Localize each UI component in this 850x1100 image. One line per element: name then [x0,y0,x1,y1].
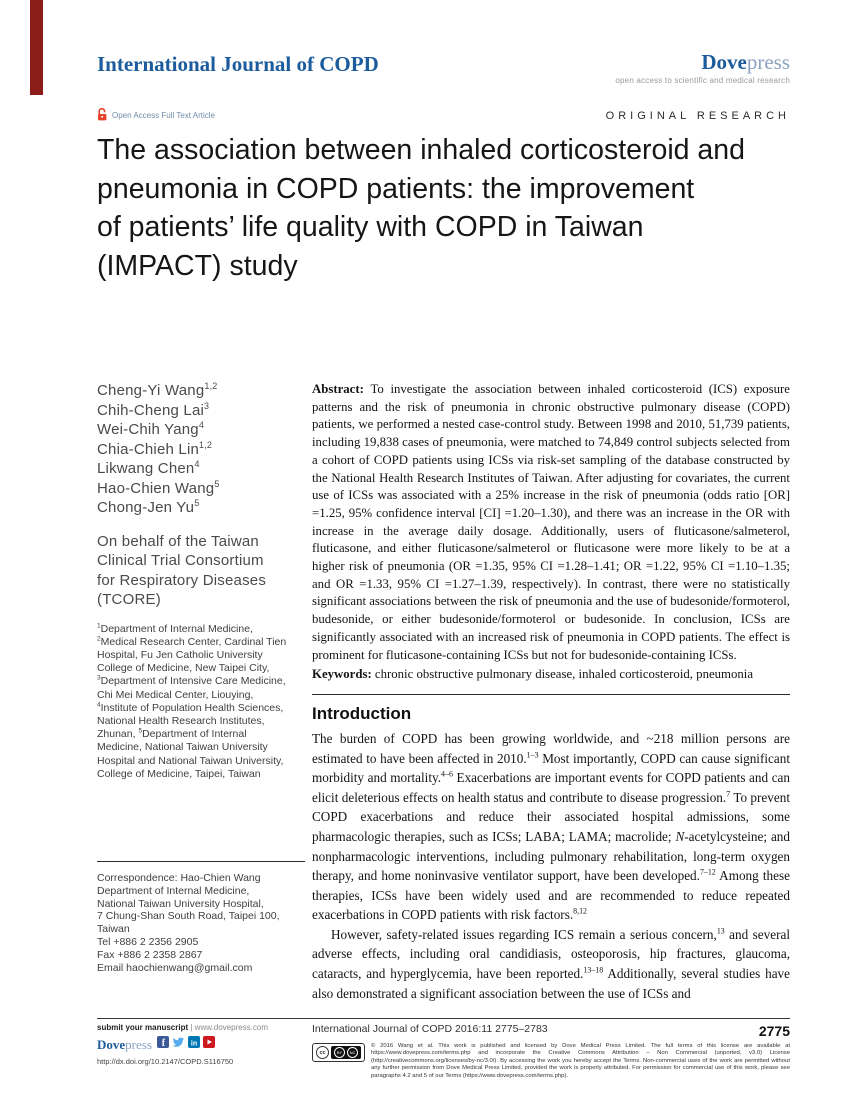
cc-by-nc-icons [331,1046,361,1059]
title-line-2: pneumonia in COPD patients: the improvement [97,172,695,205]
introduction-paragraph-1: The burden of COPD has been growing worldwide, and ~218 million persons are estimated to have been affected in 2010.$^{1-3}$ Most importantly, COPD can cause significant morbidity and mortality.$^{4-6}$ Exacerbations are important events for COPD patients and can elicit deleterious effects on health status and contribute to disease progression.$^7$ To prevent COPD exacerbations and reduce their associated hospital admissions, some pharmacologic therapies, such as ICSs; LABA; LAMA; macrolide; N-acetylcysteine; and nonpharmacologic interventions, including pulmonary rehabilitation, long-term oxygen therapy, and home noninvasive ventilator support, have been developed.$^{7-12}$ Among these therapies, ICSs have been widely used and are recommended to reduce repeated exacerbations in COPD patients with risk factors.$^{8,12}$ [312,730,790,923]
page-footer [97,1018,790,1080]
author-name: Wei-Chih Yang$^4$ [97,420,205,438]
spine-color-bar [30,0,43,95]
content-columns [97,381,790,1003]
cc-by-icon: BY [334,1047,345,1058]
cc-nc-icon: NC [347,1047,358,1058]
abstract-paragraph: Abstract: To investigate the association between inhaled corticosteroid (ICS) exposure patterns and the risk of pneumonia in chronic obstructive pulmonary disease (COPD) patients, we performed a nested case-control study. Between 1998 and 2010, 51,739 patients, including 19,838 cases of pneumonia, were matched to 74,849 control subjects selected from a cohort of COPD patients using ICSs via risk-set sampling of the database constructed by the National Health Research Institutes of Taiwan. After adjusting for covariates, the current use of ICSs was associated with a 25% increase in the risk of pneumonia (odds ratio [OR] =1.25, 95% confidence interval [CI] =1.20–1.30), and there was an increase in the OR with increase in the average daily dosage. Additionally, users of fluticasone/salmeterol, fluticasone, and either fluticasone/salmeterol or fluticasone were more likely to be at a higher risk of pneumonia (OR =1.35, 95% CI =1.28–1.41; OR =1.22, 95% CI =1.10–1.35; and OR =1.33, 95% CI =1.27–1.39, respectively). In contrast, there were no statistically significant associations between the risk of pneumonia and the use of budesonide/formoterol, budesonide, or either budesonide/formoterol or budesonide. In conclusion, ICSs are significantly associated with an increased risk of pneumonia in COPD patients. The effect is prominent for fluticasone-containing ICSs but not for budesonide-containing ICSs. [312,382,790,662]
masthead [97,52,790,85]
dovepress-url-link[interactable]: www.dovepress.com [194,1023,269,1032]
author-list [97,381,300,518]
correspondence-line: 7 Chung-Shan South Road, Taipei 100, [97,910,280,923]
article-meta-row [97,108,790,123]
youtube-icon[interactable] [203,1035,215,1053]
introduction-paragraph-2: However, safety-related issues regarding ICS remain a serious concern,$^{13}$ and several adverse effects, including oral candidiasis, osteoporosis, hip fractures, glaucoma, cataracts, and hyperglycemia, have been reported.$^{13-18}$ Additionally, several studies have also demonstrated a significant association between the use of ICSs and [312,926,790,1001]
facebook-icon[interactable] [157,1035,169,1053]
social-icons [157,1035,215,1053]
dovepress-logo[interactable]: Dovepress [701,50,790,74]
title-line-1: The association between inhaled corticosteroid and [97,134,745,166]
author-name: Chih-Cheng Lai$^3$ [97,400,210,419]
license-row [312,1043,790,1080]
page-number: 2775 [758,1023,790,1039]
submit-label: submit your manuscript [97,1023,189,1032]
open-access-link[interactable] [97,108,215,123]
correspondence-tel: Tel +886 2 2356 2905 [97,935,199,948]
open-access-label: Open Access Full Text Article [112,111,216,120]
keywords-line: Keywords: chronic obstructive pulmonary disease, inhaled corticosteroid, pneumonia [312,667,754,682]
section-divider [312,694,790,695]
open-access-lock-icon [97,108,108,123]
correspondence-email[interactable]: Email haochienwang@gmail.com [97,961,253,974]
doi-link[interactable]: http://dx.doi.org/10.2147/COPD.S116750 [97,1057,234,1066]
dovepress-logo-small[interactable]: Dovepress [97,1036,152,1052]
article-title [97,131,745,285]
svg-text:f: f [161,1038,165,1048]
author-name: Chia-Chieh Lin$^{1,2}$ [97,439,213,458]
author-name: Chong-Jen Yu$^5$ [97,498,200,516]
footer-left-block [97,1023,300,1080]
title-line-4: (IMPACT) study [97,249,298,282]
submit-manuscript-line [97,1023,300,1032]
correspondence-block [97,872,300,974]
creative-commons-badge[interactable] [312,1043,365,1062]
linkedin-icon[interactable] [188,1035,200,1053]
footer-logo-row [97,1035,300,1053]
separator: | [190,1023,193,1032]
journal-name: International Journal of COPD [97,52,379,76]
license-text: © 2016 Wang et al. This work is published and licensed by Dove Medical Press Limited. The full terms of this license are available at https://www.dovepress.com/terms.php and incorporate the Creative Commons Attribution – Non Commercial (unported, v3.0) License (http://creativecommons.org/licenses/by-nc/3.0/). By accessing the work you hereby accept the Terms. Non-commercial uses of the work are permitted without any further permission from Dove Medical Press Limited, provided the work is properly attributed. For permission for commercial use of this work, please see paragraphs 4.2 and 5 of our Terms (https://www.dovepress.com/terms.php). [371,1043,790,1079]
introduction-heading: Introduction [312,703,412,723]
article-body [312,381,790,1003]
consortium-statement: On behalf of the Taiwan Clinical Trial Consortium for Respiratory Diseases (TCORE) [97,532,267,608]
cc-icon: cc [316,1046,329,1059]
correspondence-divider [97,861,305,862]
author-sidebar [97,381,300,1003]
correspondence-line: Taiwan [97,923,130,936]
correspondence-line: Correspondence: Hao-Chien Wang [97,871,261,884]
correspondence-line: Department of Internal Medicine, [97,884,250,897]
correspondence-line: National Taiwan University Hospital, [97,897,264,910]
citation-row [312,1023,790,1039]
article-type-label: ORIGINAL RESEARCH [605,109,790,122]
author-name: Likwang Chen$^4$ [97,459,200,477]
author-name: Cheng-Yi Wang$^{1,2}$ [97,381,218,399]
svg-text:in: in [190,1040,198,1048]
journal-citation: International Journal of COPD 2016:11 2775–2783 [312,1023,548,1035]
author-name: Hao-Chien Wang$^5$ [97,478,220,497]
publisher-tagline: open access to scientific and medical research [615,76,790,85]
publisher-block [615,52,790,85]
correspondence-fax: Fax +886 2 2358 2867 [97,948,203,961]
twitter-icon[interactable] [172,1035,185,1053]
footer-right-block [312,1023,790,1080]
affiliations: $^1$Department of Internal Medicine, $^2$Medical Research Center, Cardinal Tien Hospital, Fu Jen Catholic University College of Medicine, New Taipei City, $^3$Department of Intensive Care Medicine, Chi Mei Medical Center, Liouying, $^4$Institute of Population Health Sciences, National Health Research Institutes, Zhunan, $^5$Department of Internal Medicine, National Taiwan University Hospital and National Taiwan University, College of Medicine, Taipei, Taiwan [97,622,287,780]
title-line-3: of patients’ life quality with COPD in Taiwan [97,211,644,243]
